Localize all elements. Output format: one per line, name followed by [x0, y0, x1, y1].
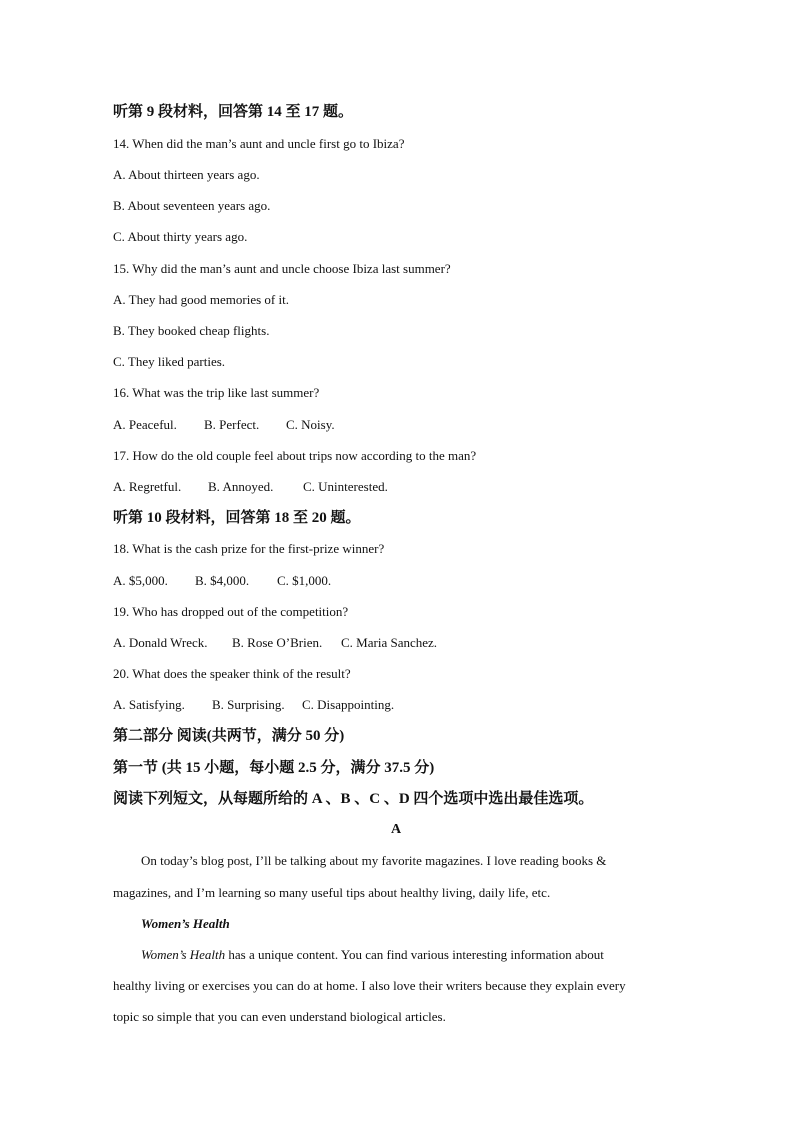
question-17-option-c: C. Uninterested.	[303, 479, 388, 494]
question-15-option-b: B. They booked cheap flights.	[113, 323, 270, 338]
question-19-option-a: A. Donald Wreck.	[113, 635, 208, 650]
question-20-options	[113, 697, 394, 713]
question-19-option-b: B. Rose O’Brien.	[232, 635, 323, 650]
question-15-option-c: C. They liked parties.	[113, 354, 226, 369]
passage-paragraph-1-line-2: magazines, and I’m learning so many useful tips about healthy living, daily life, etc.	[113, 885, 551, 900]
question-14-option-a: A. About thirteen years ago.	[113, 167, 260, 182]
question-19-options	[113, 635, 437, 651]
passage-paragraph-2-line-3: topic so simple that you can even understand biological articles.	[113, 1009, 446, 1024]
passage-paragraph-1-line-1: On today’s blog post, I’ll be talking about my favorite magazines. I love reading books &	[141, 853, 607, 868]
question-19-stem: 19. Who has dropped out of the competition?	[113, 604, 349, 619]
section-1-heading: 第一节 (共 15 小题，每小题 2.5 分，满分 37.5 分)	[113, 760, 435, 776]
reading-instruction: 阅读下列短文，从每题所给的 A 、B 、C 、D 四个选项中选出最佳选项。	[113, 791, 594, 807]
part-2-heading: 第二部分 阅读(共两节，满分 50 分)	[113, 728, 345, 744]
question-19-option-c: C. Maria Sanchez.	[341, 635, 438, 650]
question-15-option-a: A. They had good memories of it.	[113, 292, 289, 307]
passage-label: A	[390, 822, 402, 837]
question-18-option-b: B. $4,000.	[195, 573, 250, 588]
question-18-option-a: A. $5,000.	[113, 573, 168, 588]
question-16-option-a: A. Peaceful.	[113, 417, 177, 432]
question-17-option-a: A. Regretful.	[113, 479, 182, 494]
question-16-option-c: C. Noisy.	[286, 417, 335, 432]
question-18-options	[113, 573, 331, 589]
question-18-stem: 18. What is the cash prize for the first-prize winner?	[113, 541, 385, 556]
question-14-option-b: B. About seventeen years ago.	[113, 198, 271, 213]
question-17-stem: 17. How do the old couple feel about trips now according to the man?	[113, 448, 477, 463]
question-20-option-a: A. Satisfying.	[113, 697, 185, 712]
question-16-option-b: B. Perfect.	[204, 417, 260, 432]
question-16-stem: 16. What was the trip like last summer?	[113, 385, 320, 400]
question-18-option-c: C. $1,000.	[277, 573, 332, 588]
paragraph-2-text: has a unique content. You can find various interesting information about	[225, 947, 604, 962]
magazine-subtitle: Women’s Health	[141, 916, 230, 931]
section-10-heading: 听第 10 段材料，回答第 18 至 20 题。	[113, 510, 361, 526]
question-17-options	[113, 479, 388, 495]
question-15-stem: 15. Why did the man’s aunt and uncle choose Ibiza last summer?	[113, 261, 451, 276]
question-20-option-b: B. Surprising.	[212, 697, 285, 712]
question-14-stem: 14. When did the man’s aunt and uncle first go to Ibiza?	[113, 136, 405, 151]
question-14-option-c: C. About thirty years ago.	[113, 229, 248, 244]
question-20-stem: 20. What does the speaker think of the result?	[113, 666, 351, 681]
section-9-heading: 听第 9 段材料，回答第 14 至 17 题。	[113, 104, 354, 120]
question-17-option-b: B. Annoyed.	[208, 479, 274, 494]
passage-paragraph-2-line-2: healthy living or exercises you can do at home. I also love their writers because they explain every	[113, 978, 626, 993]
magazine-name: Women’s Health	[141, 947, 226, 962]
passage-paragraph-2-line-1	[141, 947, 604, 963]
question-16-options	[113, 417, 335, 433]
question-20-option-c: C. Disappointing.	[302, 697, 395, 712]
